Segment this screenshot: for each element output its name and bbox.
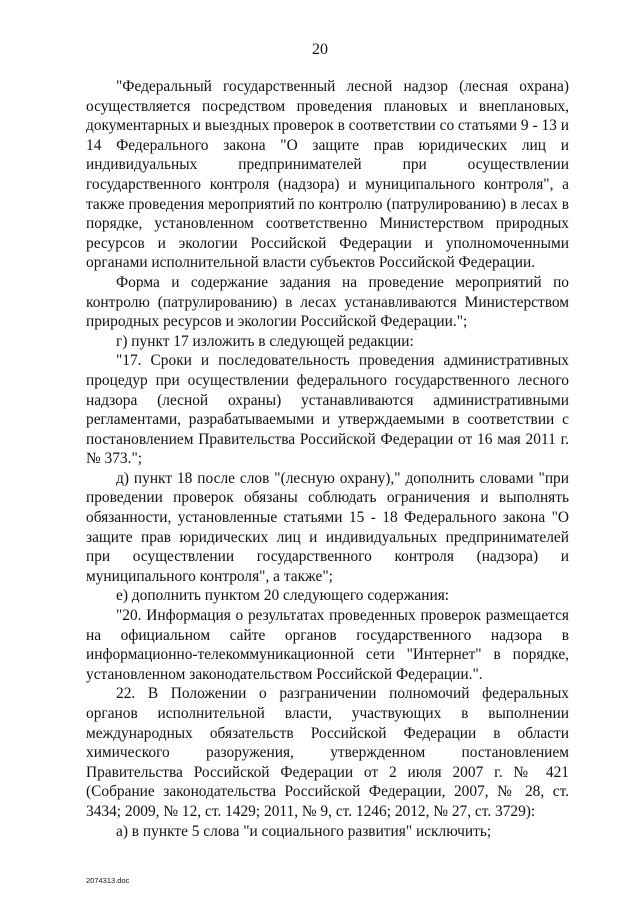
page-number: 20	[312, 41, 328, 58]
document-body	[86, 77, 569, 841]
document-filename: 2074313.doc	[86, 876, 130, 885]
paragraph-item-a: а) в пункте 5 слова "и социального развития" исключить;	[116, 822, 492, 840]
paragraph-forest-supervision: "Федеральный государственный лесной надзор (лесная охрана) осуществляется посредством проведения плановых и внеплановых, документарных и выездных проверок в соответствии со статьями 9 - 13 и 14 Федерального закона "О защите прав юридических лиц и индивидуальных предпринимателей при осуществлении государственного контроля (надзора) и муниципального контроля", а также проведения мероприятий по контролю (патрулированию) в лесах в порядке, установленном соответственно Министерством природных ресурсов и экологии Российской Федерации и уполномоченными органами исполнительной власти субъектов Российской Федерации.	[86, 78, 569, 272]
paragraph-task-form: Форма и содержание задания на проведение мероприятий по контролю (патрулированию) в лесах устанавливаются Министерством природных ресурсов и экологии Российской Федерации.";	[86, 273, 569, 331]
paragraph-item-g: г) пункт 17 изложить в следующей редакции:	[116, 332, 414, 350]
paragraph-item-d: д) пункт 18 после слов "(лесную охрану)," дополнить словами "при проведении проверок обязаны соблюдать ограничения и выполнять обязанности, установленные статьями 15 - 18 Федерального закона "О защите прав юридических лиц и индивидуальных предпринимателей при осуществлении государственного контроля (надзора) и муниципального контроля", а также";	[86, 469, 569, 585]
paragraph-item-e: е) дополнить пунктом 20 следующего содержания:	[116, 587, 450, 605]
paragraph-section-22: 22. В Положении о разграничении полномочий федеральных органов исполнительной власти, участвующих в выполнении международных обязательств Российской Федерации в области химического разоружения, утвержденном постановлением Правительства Российской Федерации от 2 июля 2007 г. № 421 (Собрание законодательства Российской Федерации, 2007, № 28, ст. 3434; 2009, № 12, ст. 1429; 2011, № 9, ст. 1246; 2012, № 27, ст. 3729):	[86, 685, 569, 820]
paragraph-clause-20: "20. Информация о результатах проведенных проверок размещается на официальном сайте органов государственного надзора в информационно-телекоммуникационной сети "Интернет" в порядке, установленном законодательством Российской Федерации.".	[86, 607, 569, 683]
paragraph-clause-17: "17. Сроки и последовательность проведения административных процедур при осуществлении федерального государственного лесного надзора (лесной охраны) устанавливаются административными регламентами, разрабатываемыми и утверждаемыми в соответствии с постановлением Правительства Российской Федерации от 16 мая 2011 г. № 373.";	[86, 352, 569, 468]
